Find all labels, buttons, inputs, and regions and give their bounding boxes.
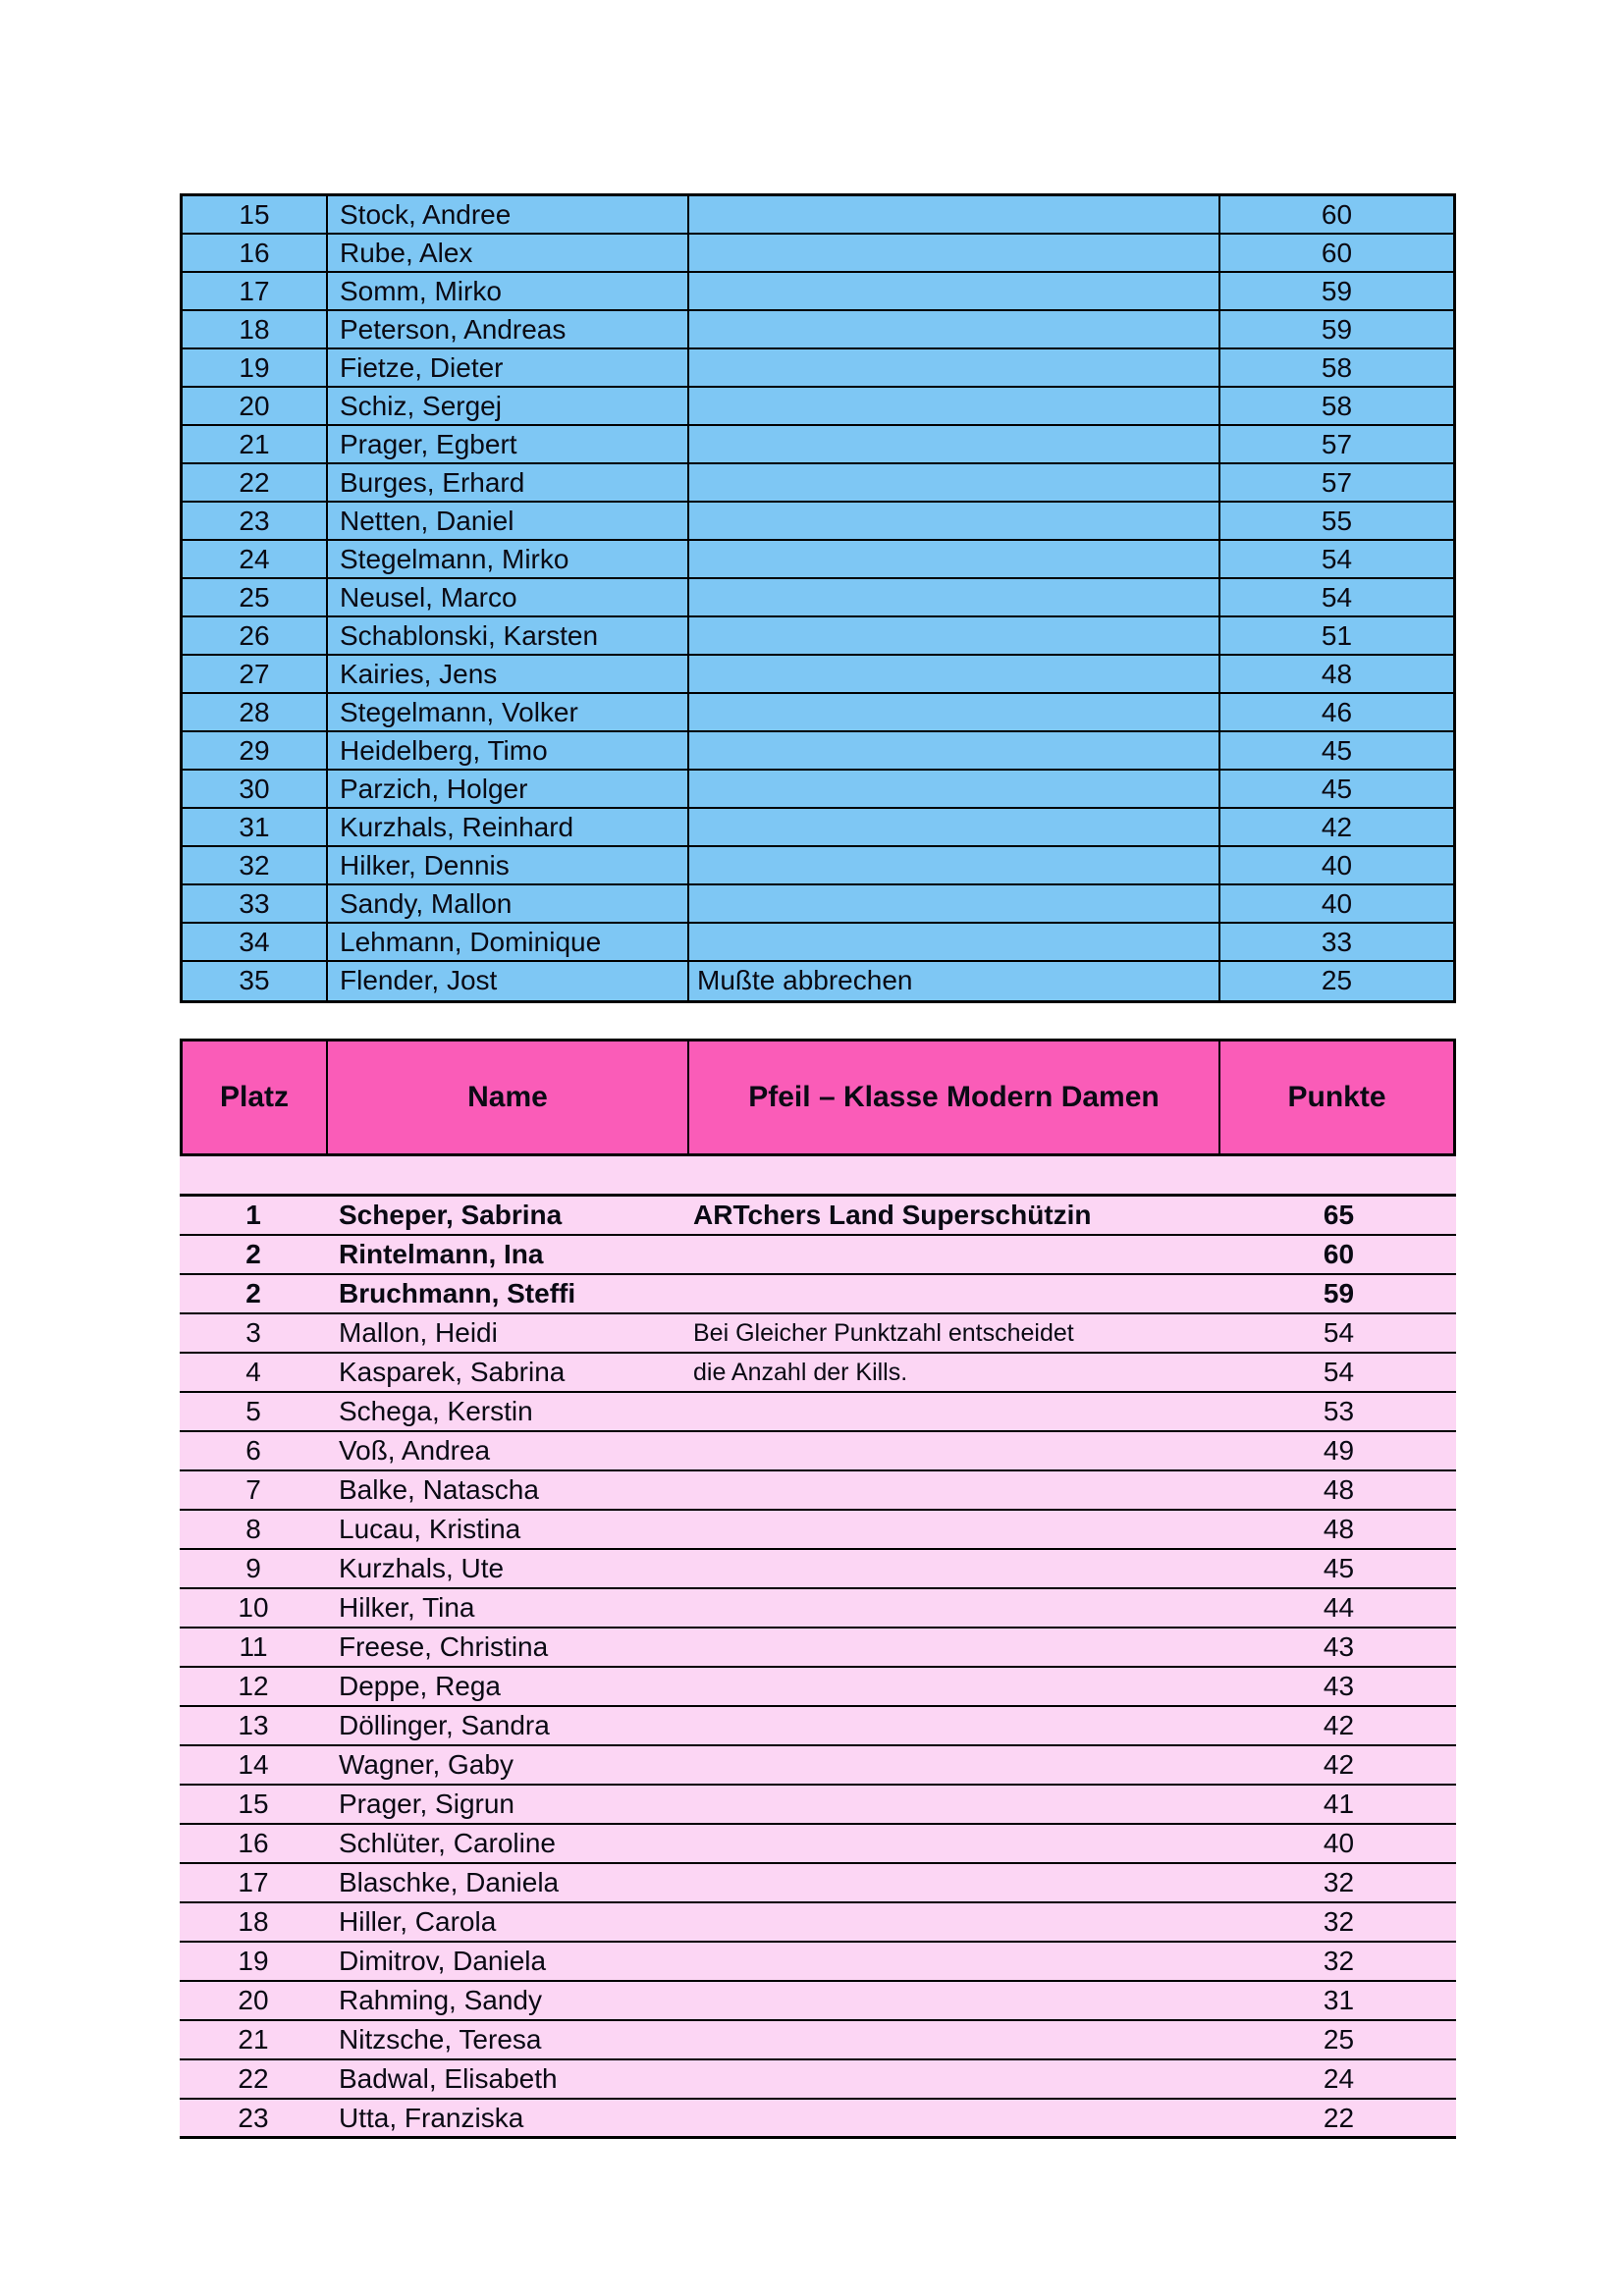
note-cell <box>689 464 1220 501</box>
name-cell: Neusel, Marco <box>328 579 689 615</box>
table-row <box>180 1629 1456 1668</box>
note-cell <box>689 1746 1221 1784</box>
table-row <box>180 1746 1456 1786</box>
name-cell: Stegelmann, Mirko <box>328 541 689 577</box>
punkte-cell: 42 <box>1323 1710 1355 1740</box>
name-cell: Rube, Alex <box>328 235 689 271</box>
name-cell: Hilker, Dennis <box>328 847 689 883</box>
note-cell: Mußte abbrechen <box>689 962 1220 1000</box>
table-row <box>183 732 1453 771</box>
name-cell: Heidelberg, Timo <box>328 732 689 769</box>
table-row <box>180 2100 1456 2139</box>
platz-cell: 14 <box>238 1749 269 1780</box>
name-cell: Bruchmann, Steffi <box>339 1278 576 1308</box>
punkte-cell: 60 <box>1323 1239 1355 1269</box>
punkte-cell: 42 <box>1321 812 1353 842</box>
name-cell: Rintelmann, Ina <box>339 1239 544 1269</box>
name-cell: Stock, Andree <box>328 196 689 233</box>
platz-cell: 6 <box>245 1435 261 1466</box>
women-table-header-row <box>180 1039 1456 1156</box>
table-row <box>180 1432 1456 1471</box>
platz-cell: 17 <box>238 1867 269 1897</box>
name-cell: Dimitrov, Daniela <box>339 1946 547 1976</box>
men-results-table <box>180 193 1456 1003</box>
punkte-cell: 51 <box>1321 620 1353 651</box>
platz-cell: 11 <box>239 1631 268 1662</box>
table-row <box>180 2060 1456 2100</box>
punkte-cell: 58 <box>1321 391 1353 421</box>
table-row <box>180 1314 1456 1354</box>
table-row <box>180 1864 1456 1903</box>
name-cell: Blaschke, Daniela <box>339 1867 560 1897</box>
name-cell: Stegelmann, Volker <box>328 694 689 730</box>
punkte-cell: 54 <box>1321 544 1353 574</box>
platz-cell: 27 <box>183 656 328 692</box>
name-cell: Fietze, Dieter <box>328 349 689 386</box>
name-cell: Rahming, Sandy <box>339 1985 543 2015</box>
table-row <box>183 771 1453 809</box>
table-row <box>180 1668 1456 1707</box>
note-cell <box>689 1432 1221 1469</box>
name-cell: Utta, Franziska <box>339 2103 524 2133</box>
platz-cell: 16 <box>183 235 328 271</box>
table-row <box>180 1550 1456 1589</box>
note-cell <box>689 426 1220 462</box>
punkte-cell: 33 <box>1321 927 1353 957</box>
note-cell <box>689 579 1220 615</box>
note-cell <box>689 732 1220 769</box>
header-klasse: Pfeil – Klasse Modern Damen <box>689 1041 1220 1153</box>
table-row <box>180 1393 1456 1432</box>
table-row <box>180 1471 1456 1511</box>
platz-cell: 20 <box>183 388 328 424</box>
name-cell: Balke, Natascha <box>339 1474 539 1505</box>
punkte-cell: 43 <box>1323 1631 1355 1662</box>
table-row <box>180 1903 1456 1943</box>
platz-cell: 17 <box>183 273 328 309</box>
platz-cell: 25 <box>183 579 328 615</box>
name-cell: Schlüter, Caroline <box>339 1828 557 1858</box>
punkte-cell: 57 <box>1321 467 1353 498</box>
punkte-cell: 45 <box>1321 735 1353 766</box>
table-row <box>180 1236 1456 1275</box>
name-cell: Kurzhals, Ute <box>339 1553 505 1583</box>
punkte-cell: 44 <box>1323 1592 1355 1623</box>
note-cell <box>689 235 1220 271</box>
note-cell <box>689 771 1220 807</box>
note-cell <box>689 1707 1221 1744</box>
platz-cell: 34 <box>183 924 328 960</box>
platz-cell: 1 <box>245 1200 261 1230</box>
punkte-cell: 53 <box>1323 1396 1355 1426</box>
note-cell <box>689 349 1220 386</box>
note-cell <box>689 1982 1221 2019</box>
punkte-cell: 65 <box>1323 1200 1355 1230</box>
name-cell: Prager, Sigrun <box>339 1789 514 1819</box>
name-cell: Freese, Christina <box>339 1631 549 1662</box>
name-cell: Scheper, Sabrina <box>339 1200 563 1230</box>
name-cell: Deppe, Rega <box>339 1671 502 1701</box>
table-row <box>180 2021 1456 2060</box>
punkte-cell: 55 <box>1321 506 1353 536</box>
platz-cell: 28 <box>183 694 328 730</box>
note-cell <box>689 924 1220 960</box>
note-cell: Bei Gleicher Punktzahl entscheidet <box>693 1319 1074 1347</box>
note-cell <box>689 1629 1221 1666</box>
table-row <box>183 311 1453 349</box>
platz-cell: 21 <box>238 2024 269 2055</box>
note-cell <box>689 1589 1221 1627</box>
name-cell: Kairies, Jens <box>328 656 689 692</box>
table-row <box>183 809 1453 847</box>
platz-cell: 2 <box>245 1239 261 1269</box>
punkte-cell: 40 <box>1321 850 1353 881</box>
platz-cell: 10 <box>238 1592 269 1623</box>
name-cell: Hilker, Tina <box>339 1592 475 1623</box>
note-cell: ARTchers Land Superschützin <box>693 1200 1092 1230</box>
table-row <box>180 1943 1456 1982</box>
punkte-cell: 25 <box>1323 2024 1355 2055</box>
name-cell: Peterson, Andreas <box>328 311 689 347</box>
table-row <box>183 273 1453 311</box>
punkte-cell: 57 <box>1321 429 1353 459</box>
punkte-cell: 59 <box>1323 1278 1355 1308</box>
note-cell <box>689 196 1220 233</box>
punkte-cell: 58 <box>1321 352 1353 383</box>
platz-cell: 22 <box>238 2063 269 2094</box>
platz-cell: 35 <box>183 962 328 1000</box>
note-cell <box>689 1550 1221 1587</box>
platz-cell: 29 <box>183 732 328 769</box>
platz-cell: 5 <box>245 1396 261 1426</box>
platz-cell: 8 <box>245 1514 261 1544</box>
table-row <box>180 1511 1456 1550</box>
note-cell: die Anzahl der Kills. <box>693 1359 908 1386</box>
punkte-cell: 45 <box>1323 1553 1355 1583</box>
table-row <box>183 235 1453 273</box>
note-cell <box>689 885 1220 922</box>
note-cell <box>689 273 1220 309</box>
platz-cell: 12 <box>238 1671 269 1701</box>
platz-cell: 32 <box>183 847 328 883</box>
punkte-cell: 54 <box>1323 1357 1355 1387</box>
punkte-cell: 41 <box>1323 1789 1355 1819</box>
punkte-cell: 24 <box>1323 2063 1355 2094</box>
punkte-cell: 40 <box>1321 888 1353 919</box>
table-row <box>180 1589 1456 1629</box>
name-cell: Prager, Egbert <box>328 426 689 462</box>
punkte-cell: 60 <box>1321 199 1353 230</box>
platz-cell: 31 <box>183 809 328 845</box>
name-cell: Kurzhals, Reinhard <box>328 809 689 845</box>
name-cell: Parzich, Holger <box>328 771 689 807</box>
note-cell <box>689 1943 1221 1980</box>
platz-cell: 26 <box>183 617 328 654</box>
note-cell <box>689 2060 1221 2098</box>
note-cell <box>689 1864 1221 1901</box>
punkte-cell: 59 <box>1321 276 1353 306</box>
platz-cell: 7 <box>245 1474 261 1505</box>
platz-cell: 23 <box>238 2103 269 2133</box>
platz-cell: 16 <box>238 1828 269 1858</box>
name-cell: Schiz, Sergej <box>328 388 689 424</box>
table-row <box>180 1825 1456 1864</box>
punkte-cell: 49 <box>1323 1435 1355 1466</box>
table-row <box>183 388 1453 426</box>
punkte-cell: 32 <box>1323 1867 1355 1897</box>
platz-cell: 18 <box>183 311 328 347</box>
table-row <box>183 541 1453 579</box>
note-cell <box>689 1903 1221 1941</box>
platz-cell: 24 <box>183 541 328 577</box>
name-cell: Voß, Andrea <box>339 1435 491 1466</box>
platz-cell: 15 <box>183 196 328 233</box>
note-cell <box>689 1668 1221 1705</box>
punkte-cell: 32 <box>1323 1946 1355 1976</box>
name-cell: Netten, Daniel <box>328 503 689 539</box>
table-row <box>180 1707 1456 1746</box>
note-cell <box>689 541 1220 577</box>
name-cell: Sandy, Mallon <box>328 885 689 922</box>
table-row <box>183 464 1453 503</box>
punkte-cell: 54 <box>1323 1317 1355 1348</box>
platz-cell: 2 <box>245 1278 261 1308</box>
header-punkte: Punkte <box>1287 1081 1386 1113</box>
name-cell: Wagner, Gaby <box>339 1749 514 1780</box>
table-row <box>180 1197 1456 1236</box>
punkte-cell: 45 <box>1321 774 1353 804</box>
note-cell <box>689 1236 1221 1273</box>
platz-cell: 9 <box>245 1553 261 1583</box>
platz-cell: 20 <box>238 1985 269 2015</box>
name-cell: Badwal, Elisabeth <box>339 2063 558 2094</box>
note-cell <box>689 311 1220 347</box>
women-results-table <box>180 1197 1456 2139</box>
name-cell: Kasparek, Sabrina <box>339 1357 566 1387</box>
platz-cell: 21 <box>183 426 328 462</box>
table-row <box>183 617 1453 656</box>
table-row <box>180 1275 1456 1314</box>
name-cell: Hiller, Carola <box>339 1906 497 1937</box>
name-cell: Nitzsche, Teresa <box>339 2024 542 2055</box>
note-cell <box>689 388 1220 424</box>
note-cell <box>689 1786 1221 1823</box>
table-row <box>183 694 1453 732</box>
platz-cell: 18 <box>238 1906 269 1937</box>
name-cell: Lehmann, Dominique <box>328 924 689 960</box>
punkte-cell: 48 <box>1323 1514 1355 1544</box>
punkte-cell: 25 <box>1321 965 1353 995</box>
table-row <box>183 847 1453 885</box>
table-row <box>183 503 1453 541</box>
name-cell: Döllinger, Sandra <box>339 1710 550 1740</box>
note-cell <box>689 2021 1221 2058</box>
name-cell: Lucau, Kristina <box>339 1514 521 1544</box>
punkte-cell: 59 <box>1321 314 1353 345</box>
name-cell: Somm, Mirko <box>328 273 689 309</box>
punkte-cell: 22 <box>1323 2103 1355 2133</box>
note-cell <box>689 809 1220 845</box>
punkte-cell: 40 <box>1323 1828 1355 1858</box>
platz-cell: 15 <box>238 1789 269 1819</box>
note-cell <box>689 2100 1221 2136</box>
note-cell <box>689 1393 1221 1430</box>
name-cell: Schega, Kerstin <box>339 1396 533 1426</box>
note-cell <box>689 1825 1221 1862</box>
platz-cell: 19 <box>238 1946 269 1976</box>
platz-cell: 30 <box>183 771 328 807</box>
women-table-spacer-row <box>180 1156 1456 1197</box>
punkte-cell: 48 <box>1323 1474 1355 1505</box>
platz-cell: 13 <box>238 1710 269 1740</box>
platz-cell: 4 <box>245 1357 261 1387</box>
note-cell <box>689 847 1220 883</box>
platz-cell: 23 <box>183 503 328 539</box>
table-row <box>180 1354 1456 1393</box>
table-row <box>183 426 1453 464</box>
note-cell <box>689 1471 1221 1509</box>
punkte-cell: 32 <box>1323 1906 1355 1937</box>
punkte-cell: 43 <box>1323 1671 1355 1701</box>
punkte-cell: 54 <box>1321 582 1353 613</box>
note-cell <box>689 617 1220 654</box>
note-cell <box>689 1511 1221 1548</box>
platz-cell: 33 <box>183 885 328 922</box>
table-row <box>183 579 1453 617</box>
punkte-cell: 48 <box>1321 659 1353 689</box>
platz-cell: 22 <box>183 464 328 501</box>
table-row <box>180 1786 1456 1825</box>
name-cell: Schablonski, Karsten <box>328 617 689 654</box>
header-platz: Platz <box>183 1041 328 1153</box>
table-row <box>183 962 1453 1000</box>
name-cell: Mallon, Heidi <box>339 1317 498 1348</box>
punkte-cell: 42 <box>1323 1749 1355 1780</box>
platz-cell: 3 <box>245 1317 261 1348</box>
table-row <box>180 1982 1456 2021</box>
name-cell: Burges, Erhard <box>328 464 689 501</box>
table-row <box>183 656 1453 694</box>
note-cell <box>689 1275 1221 1312</box>
punkte-cell: 60 <box>1321 238 1353 268</box>
note-cell <box>689 694 1220 730</box>
header-name: Name <box>328 1041 689 1153</box>
note-cell <box>689 503 1220 539</box>
table-row <box>183 349 1453 388</box>
note-cell <box>689 656 1220 692</box>
table-row <box>183 924 1453 962</box>
table-row <box>183 196 1453 235</box>
punkte-cell: 46 <box>1321 697 1353 727</box>
table-row <box>183 885 1453 924</box>
name-cell: Flender, Jost <box>328 962 689 1000</box>
platz-cell: 19 <box>183 349 328 386</box>
punkte-cell: 31 <box>1323 1985 1355 2015</box>
